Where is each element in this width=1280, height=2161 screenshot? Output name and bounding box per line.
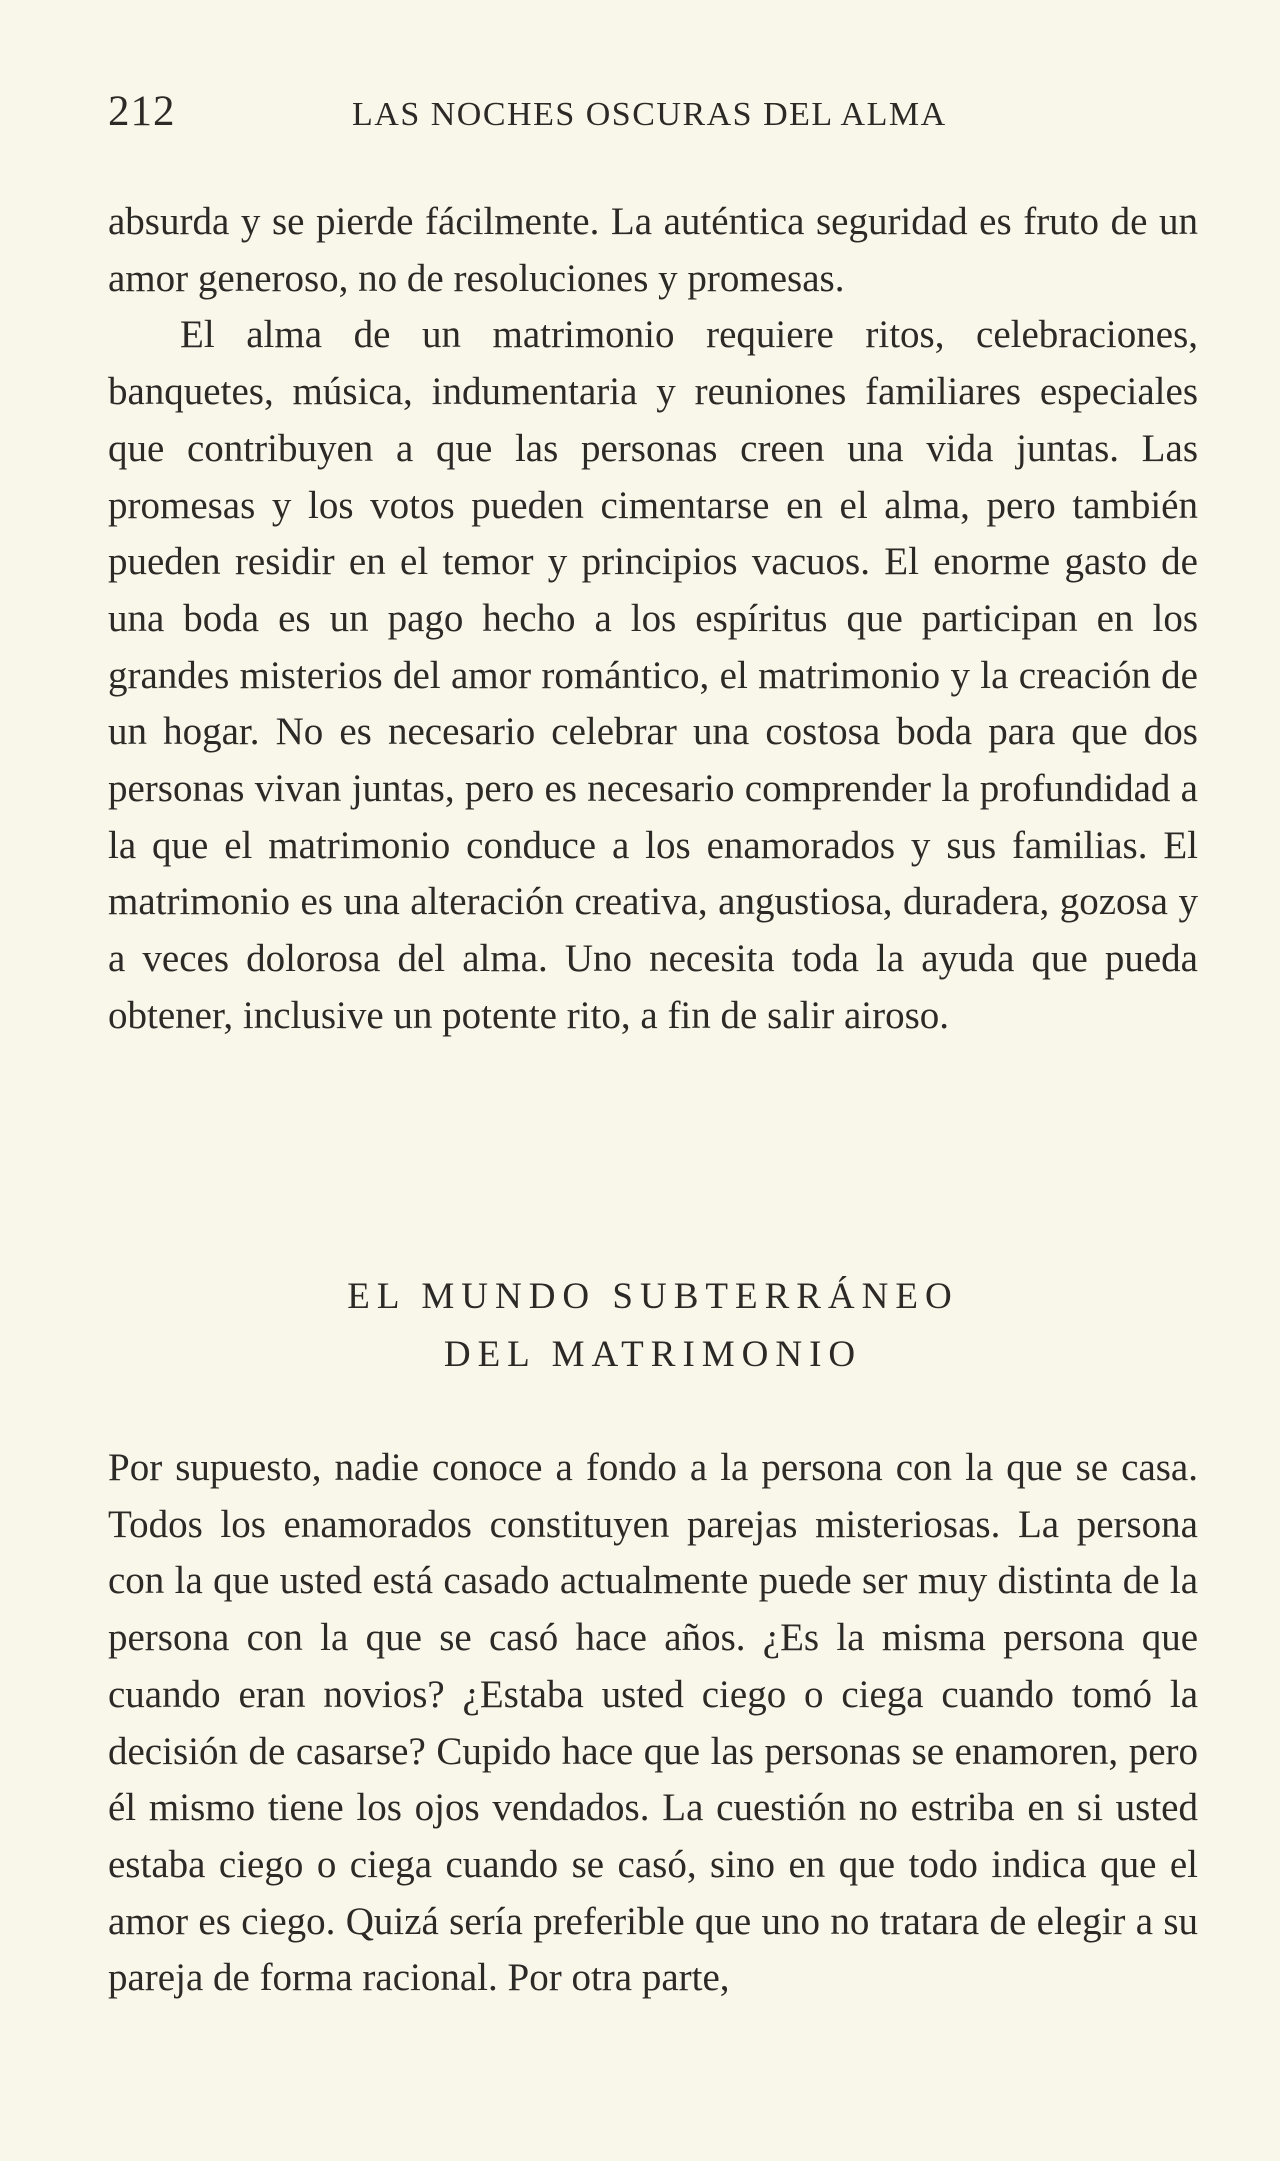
body-text-bottom: [108, 1440, 1198, 2007]
paragraph-marriage-rites: El alma de un matrimonio requiere ritos, celebraciones, banquetes, música, indumentaria y reuniones familiares especiales que contribuyen a que las personas creen una vida juntas. Las promesas y los votos pueden cimentarse en el alma, pero también pueden residir en el temor y principios vacuos. El enorme gasto de una boda es un pago hecho a los espíritus que participan en los grandes misterios del amor romántico, el matrimonio y la creación de un hogar. No es necesario celebrar una costosa boda para que dos personas vivan juntas, pero es necesario comprender la profundidad a la que el matrimonio conduce a los enamorados y sus familias. El matrimonio es una alteración creativa, angustiosa, duradera, gozosa y a veces dolorosa del alma. Uno necesita toda la ayuda que pueda obtener, inclusive un potente rito, a fin de salir airoso.: [108, 313, 1198, 1037]
section-heading: [108, 1268, 1198, 1384]
page-number: 212: [108, 88, 176, 135]
paragraph-blind-love: Por supuesto, nadie conoce a fondo a la persona con la que se casa. Todos los enamorados constituyen parejas misteriosas. La persona con la que usted está casado actualmente puede ser muy distinta de la persona con la que se casó hace años. ¿Es la misma persona que cuando eran novios? ¿Estaba usted ciego o ciega cuando tomó la decisión de casarse? Cupido hace que las personas se enamoren, pero él mismo tiene los ojos vendados. La cuestión no estriba en si usted estaba ciego o ciega cuando se casó, sino en que todo indica que el amor es ciego. Quizá sería preferible que uno no tratara de elegir a su pareja de forma racional. Por otra parte,: [108, 1446, 1198, 2000]
paragraph-continued: absurda y se pierde fácilmente. La auténtica seguridad es fruto de un amor generoso, no de resoluciones y promesas.: [108, 200, 1198, 300]
section-heading-line-2: DEL MATRIMONIO: [443, 1334, 863, 1375]
running-header: [108, 82, 1198, 142]
body-text-top: [108, 194, 1198, 1045]
running-title: LAS NOCHES OSCURAS DEL ALMA: [352, 96, 947, 133]
section-heading-line-1: EL MUNDO SUBTERRÁNEO: [347, 1276, 959, 1317]
